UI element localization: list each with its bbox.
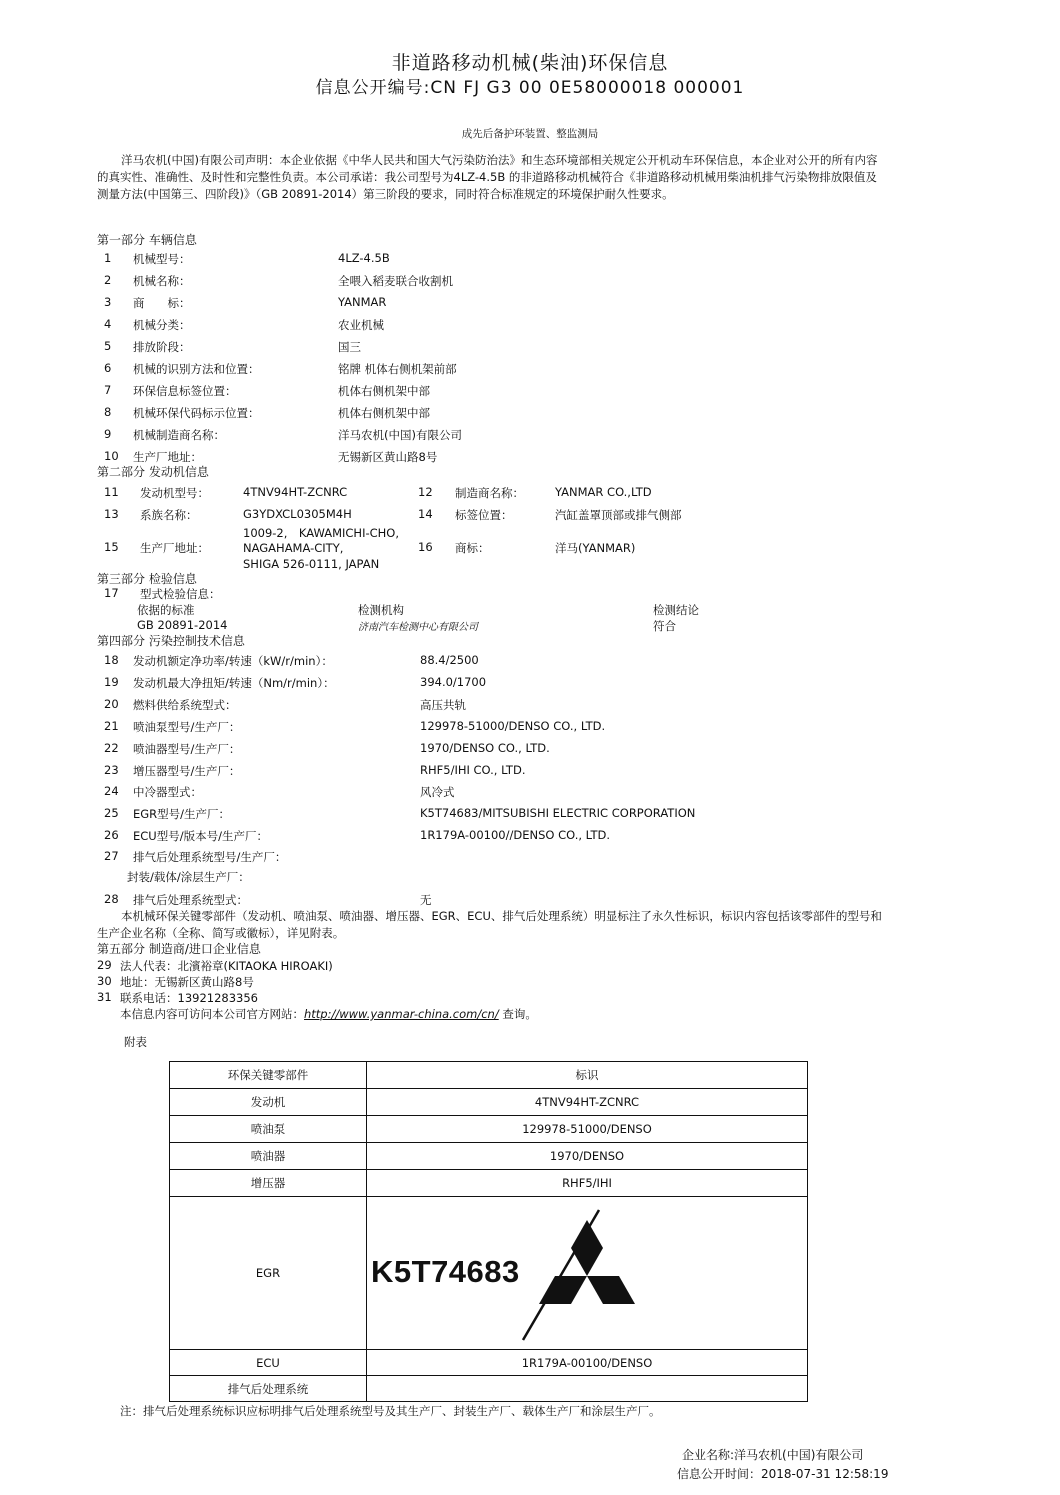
row-value: G3YDXCL0305M4H (243, 507, 352, 521)
row-value: 394.0/1700 (420, 675, 487, 689)
row-value: K5T74683/MITSUBISHI ELECTRIC CORPORATION (420, 806, 696, 820)
disclosure-date: 信息公开时间：2018-07-31 12:58:19 (677, 1467, 889, 1481)
row-no: 21 (104, 719, 119, 733)
appendix-label: 附表 (124, 1035, 147, 1049)
part3-heading: 第三部分 检验信息 (97, 572, 197, 586)
part-cell: EGR (170, 1197, 367, 1350)
row-label: 机械制造商名称： (133, 428, 225, 442)
row-label: 环保信息标签位置： (133, 384, 237, 398)
row-label: EGR型号/生产厂： (133, 807, 231, 821)
col-org-header: 检测机构 (358, 603, 404, 617)
table-row (170, 1116, 808, 1143)
table-row (170, 1089, 808, 1116)
row-value: 农业机械 (338, 318, 384, 332)
row-no: 2 (104, 273, 112, 287)
row-label: 生产厂地址： (133, 450, 202, 464)
row-label: ECU型号/版本号/生产厂： (133, 829, 268, 843)
row-label: 机械环保代码标示位置： (133, 406, 260, 420)
key-parts-table (169, 1061, 808, 1402)
row15-addr3: SHIGA 526-0111, JAPAN (243, 557, 380, 571)
row-no: 25 (104, 806, 119, 820)
table-row (170, 1376, 808, 1402)
table-row (170, 1143, 808, 1170)
egr-mark-image (367, 1198, 807, 1348)
row-value: 机体右侧机架中部 (338, 384, 430, 398)
part-cell: 喷油泵 (170, 1116, 367, 1143)
row-label: 系族名称： (140, 508, 198, 522)
row-no: 9 (104, 427, 112, 441)
table-row-egr (170, 1197, 808, 1350)
row-value: 国三 (338, 340, 361, 354)
row-no: 18 (104, 653, 119, 667)
row-no: 7 (104, 383, 112, 397)
col-basis-header: 依据的标准 (137, 603, 195, 617)
row-label: 标签位置： (455, 508, 513, 522)
row-no: 14 (418, 507, 433, 521)
egr-mark-text: K5T74683 (371, 1254, 520, 1289)
table-header-row (170, 1062, 808, 1089)
row-value: 129978-51000/DENSO CO., LTD. (420, 719, 606, 733)
row-label: 燃料供给系统型式： (133, 698, 237, 712)
row15-addr1: 1009-2, KAWAMICHI-CHO, (243, 526, 399, 540)
row-value: 1R179A-00100//DENSO CO., LTD. (420, 828, 611, 842)
row-no: 4 (104, 317, 112, 331)
row-label: 商 标： (133, 296, 191, 310)
test-basis: GB 20891-2014 (137, 618, 228, 632)
row-no: 26 (104, 828, 119, 842)
table-note: 注：排气后处理系统标识应标明排气后处理系统型号及其生产厂、封装生产厂、载体生产厂和涂层生产厂。 (120, 1404, 661, 1418)
row-value: 4TNV94HT-ZCNRC (243, 485, 348, 499)
row-no: 5 (104, 339, 112, 353)
part-cell: 发动机 (170, 1089, 367, 1116)
row-no: 27 (104, 849, 119, 863)
row-label: 喷油器型号/生产厂： (133, 742, 241, 756)
mark-cell: RHF5/IHI (367, 1170, 808, 1197)
row-label: 排气后处理系统型号/生产厂： (133, 850, 287, 864)
row-no: 19 (104, 675, 119, 689)
row-label: 增压器型号/生产厂： (133, 764, 241, 778)
mark-cell: 1970/DENSO (367, 1143, 808, 1170)
part5-heading: 第五部分 制造商/进口企业信息 (97, 942, 261, 956)
row27-sub-label: 封装/载体/涂层生产厂： (127, 870, 250, 884)
row-no: 3 (104, 295, 112, 309)
row28-value: 无 (420, 893, 432, 907)
website-link[interactable]: http://www.yanmar-china.com/cn/ (304, 1007, 499, 1021)
mitsubishi-logo-icon (517, 1208, 657, 1343)
part1-heading: 第一部分 车辆信息 (97, 233, 197, 247)
mark-cell: 1R179A-00100/DENSO (367, 1350, 808, 1376)
subheading: 成先后备护环装置、整监测局 (461, 128, 599, 140)
row-value: 1970/DENSO CO., LTD. (420, 741, 550, 755)
part-cell: ECU (170, 1350, 367, 1376)
row-text: 地址：无锡新区黄山路8号 (120, 975, 254, 989)
row-value: 铭牌 机体右侧机架前部 (338, 362, 457, 376)
row-value: 无锡新区黄山路8号 (338, 450, 438, 464)
row-value: 风冷式 (420, 785, 455, 799)
row-label: 发动机额定净功率/转速（kW/r/min）： (133, 654, 333, 668)
part2-heading: 第二部分 发动机信息 (97, 465, 209, 479)
row-label: 机械分类： (133, 318, 191, 332)
table-row (170, 1170, 808, 1197)
row15-label: 生产厂地址： (140, 541, 209, 555)
row-text: 联系电话：13921283356 (120, 991, 258, 1005)
row-no: 31 (97, 990, 112, 1004)
row16-no: 16 (418, 540, 433, 554)
egr-mark-cell (367, 1197, 808, 1350)
part-cell: 排气后处理系统 (170, 1376, 367, 1402)
part4-heading: 第四部分 污染控制技术信息 (97, 634, 245, 648)
row17-label: 型式检验信息： (140, 587, 221, 601)
row-value: YANMAR CO.,LTD (555, 485, 652, 499)
row16-label: 商标： (455, 541, 490, 555)
row-no: 24 (104, 784, 119, 798)
header-mark: 标识 (367, 1062, 808, 1089)
website-suffix: 查询。 (498, 1007, 537, 1021)
row-value: 4LZ-4.5B (338, 251, 390, 265)
row-no: 29 (97, 958, 112, 972)
document-title: 非道路移动机械(柴油)环保信息 (391, 52, 669, 74)
row28-label: 排气后处理系统型式： (133, 893, 248, 907)
row-label: 发动机型号： (140, 486, 209, 500)
row-value: 洋马农机(中国)有限公司 (338, 428, 462, 442)
row-no: 10 (104, 449, 119, 463)
part-cell: 喷油器 (170, 1143, 367, 1170)
row28-no: 28 (104, 892, 119, 906)
row-label: 排放阶段： (133, 340, 191, 354)
disclosure-number: 信息公开编号:CN FJ G3 00 0E58000018 000001 (315, 78, 745, 98)
row-label: 制造商名称： (455, 486, 524, 500)
company-statement: 洋马农机(中国)有限公司声明：本企业依据《中华人民共和国大气污染防治法》和生态环境部相关规定公开机动车环保信息，本企业对公开的所有内容的真实性、准确性、及时性和完整性负责。本公司承诺：我公司型号为4LZ-4.5B 的非道路移动机械符合《非道路移动机械用柴油机排气污染物排放限值及测量方法(中国第三、四阶段)》（GB 20891-2014）第三阶段的要求，同时符合标准规定的环境保护耐久性要求。 (97, 153, 878, 201)
row-label: 机械的识别方法和位置： (133, 362, 260, 376)
row-no: 20 (104, 697, 119, 711)
col-result-header: 检测结论 (653, 603, 699, 617)
row-value: 全喂入稻麦联合收割机 (338, 274, 453, 288)
row-no: 13 (104, 507, 119, 521)
key-parts-note: 本机械环保关键零部件（发动机、喷油泵、喷油器、增压器、EGR、ECU、排气后处理系统）明显标注了永久性标识，标识内容包括该零部件的型号和生产企业名称（全称、简写或徽标），详见附表。 (97, 909, 882, 940)
mark-cell: 129978-51000/DENSO (367, 1116, 808, 1143)
company-name: 企业名称:洋马农机(中国)有限公司 (682, 1448, 864, 1462)
header-part: 环保关键零部件 (170, 1062, 367, 1089)
row-label: 机械名称： (133, 274, 191, 288)
table-row (170, 1350, 808, 1376)
part-cell: 增压器 (170, 1170, 367, 1197)
row-label: 机械型号： (133, 252, 191, 266)
test-org: 济南汽车检测中心有限公司 (358, 622, 478, 633)
mark-cell (367, 1376, 808, 1402)
row-value: RHF5/IHI CO., LTD. (420, 763, 526, 777)
website-line (120, 1006, 537, 1022)
row15-no: 15 (104, 540, 119, 554)
row-value: 高压共轨 (420, 698, 466, 712)
row-no: 1 (104, 251, 112, 265)
row-no: 11 (104, 485, 119, 499)
row-value: 汽缸盖罩顶部或排气侧部 (555, 508, 682, 522)
row-label: 喷油泵型号/生产厂： (133, 720, 241, 734)
row-no: 23 (104, 763, 119, 777)
website-prefix: 本信息内容可访问本公司官方网站： (120, 1007, 304, 1021)
row17-no: 17 (104, 586, 119, 600)
row-no: 8 (104, 405, 112, 419)
row-no: 30 (97, 974, 112, 988)
row-value: 机体右侧机架中部 (338, 406, 430, 420)
row-no: 22 (104, 741, 119, 755)
row-label: 中冷器型式： (133, 785, 202, 799)
row-label: 发动机最大净扭矩/转速（Nm/r/min）： (133, 676, 335, 690)
row16-value: 洋马(YANMAR) (555, 541, 636, 555)
row-text: 法人代表：北濱裕章(KITAOKA HIROAKI) (120, 959, 333, 973)
row-no: 6 (104, 361, 112, 375)
row-value: 88.4/2500 (420, 653, 479, 667)
row-value: YANMAR (338, 295, 387, 309)
test-result: 符合 (653, 619, 676, 633)
row-no: 12 (418, 485, 433, 499)
row15-addr2: NAGAHAMA-CITY, (243, 541, 344, 555)
mark-cell: 4TNV94HT-ZCNRC (367, 1089, 808, 1116)
